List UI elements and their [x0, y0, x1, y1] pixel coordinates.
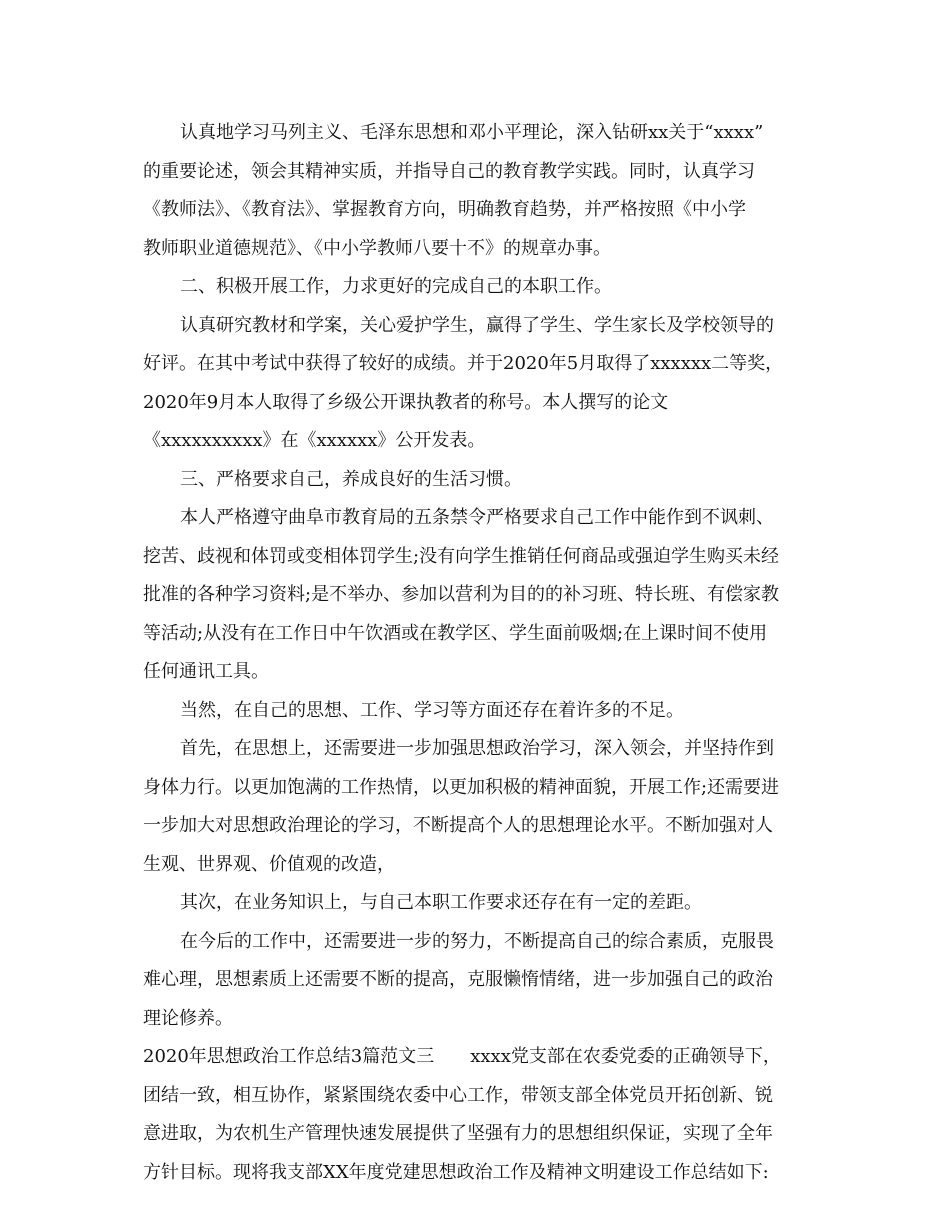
text-line: 生观、世界观、价值观的改造， — [143, 853, 395, 875]
text-line: 任何通讯工具。 — [143, 661, 269, 682]
text-line: 2020年9月本人取得了乡级公开课执教者的称号。本人撰写的论文 — [143, 391, 669, 413]
text-line: 《教师法》、《教育法》、掌握教育方向，明确教育趋势，并严格按照《中小学 — [143, 199, 746, 220]
text-line: 的重要论述，领会其精神实质，并指导自己的教育教学实践。同时，认真学习 — [143, 160, 755, 182]
text-line: 本人严格遵守曲阜市教育局的五条禁令严格要求自己工作中能作到不讽刺、 — [180, 507, 774, 528]
text-line: 等活动;从没有在工作日中午饮酒或在教学区、学生面前吸烟;在上课时间不使用 — [143, 622, 768, 644]
text-line: 意进取，为农机生产管理快速发展提供了坚强有力的思想组织保证，实现了全年 — [143, 1123, 773, 1144]
text-line: 一步加大对思想政治理论的学习，不断提高个人的思想理论水平。不断加强对人 — [143, 815, 773, 836]
text-line: 三、严格要求自己，养成良好的生活习惯。 — [180, 468, 522, 490]
text-line: 当然，在自己的思想、工作、学习等方面还存在着许多的不足。 — [180, 699, 684, 721]
text-line: 身体力行。以更加饱满的工作热情，以更加积极的精神面貌，开展工作;还需要进 — [143, 776, 780, 798]
text-line: 在今后的工作中，还需要进一步的努力，不断提高自己的综合素质，克服畏 — [180, 930, 774, 952]
text-line: 难心理，思想素质上还需要不断的提高，克服懒惰情绪，进一步加强自己的政治 — [143, 969, 773, 990]
text-line: 方针目标。现将我支部XX年度党建思想政治工作及精神文明建设工作总结如下: — [143, 1161, 769, 1183]
text-line: 批准的各种学习资料;是不举办、参加以营利为目的的补习班、特长班、有偿家教 — [143, 584, 780, 605]
text-line: 教师职业道德规范》、《中小学教师八要十不》的规章办事。 — [143, 237, 611, 259]
text-line: 2020年思想政治工作总结3篇范文三 xxxx党支部在农委党委的正确领导下， — [143, 1046, 781, 1067]
text-line: 二、积极开展工作，力求更好的完成自己的本职工作。 — [180, 276, 612, 297]
text-line: 好评。在其中考试中获得了较好的成绩。并于2020年5月取得了xxxxxx二等奖， — [143, 353, 784, 374]
text-line: 其次，在业务知识上，与自己本职工作要求还存在有一定的差距。 — [180, 892, 702, 913]
text-line: 认真地学习马列主义、毛泽东思想和邓小平理论，深入钻研xx关于“xxxx” — [180, 122, 764, 143]
text-line: 认真研究教材和学案，关心爱护学生，赢得了学生、学生家长及学校领导的 — [180, 314, 774, 336]
document-body — [143, 114, 809, 1192]
text-line: 《xxxxxxxxxx》在《xxxxxx》公开发表。 — [143, 430, 486, 451]
text-line: 首先，在思想上，还需要进一步加强思想政治学习，深入领会，并坚持作到 — [180, 738, 774, 759]
text-line: 团结一致，相互协作，紧紧围绕农委中心工作，带领支部全体党员开拓创新、锐 — [143, 1084, 773, 1106]
text-line: 挖苦、歧视和体罚或变相体罚学生;没有向学生推销任何商品或强迫学生购买未经 — [143, 545, 780, 567]
text-line: 理论修养。 — [143, 1007, 233, 1029]
